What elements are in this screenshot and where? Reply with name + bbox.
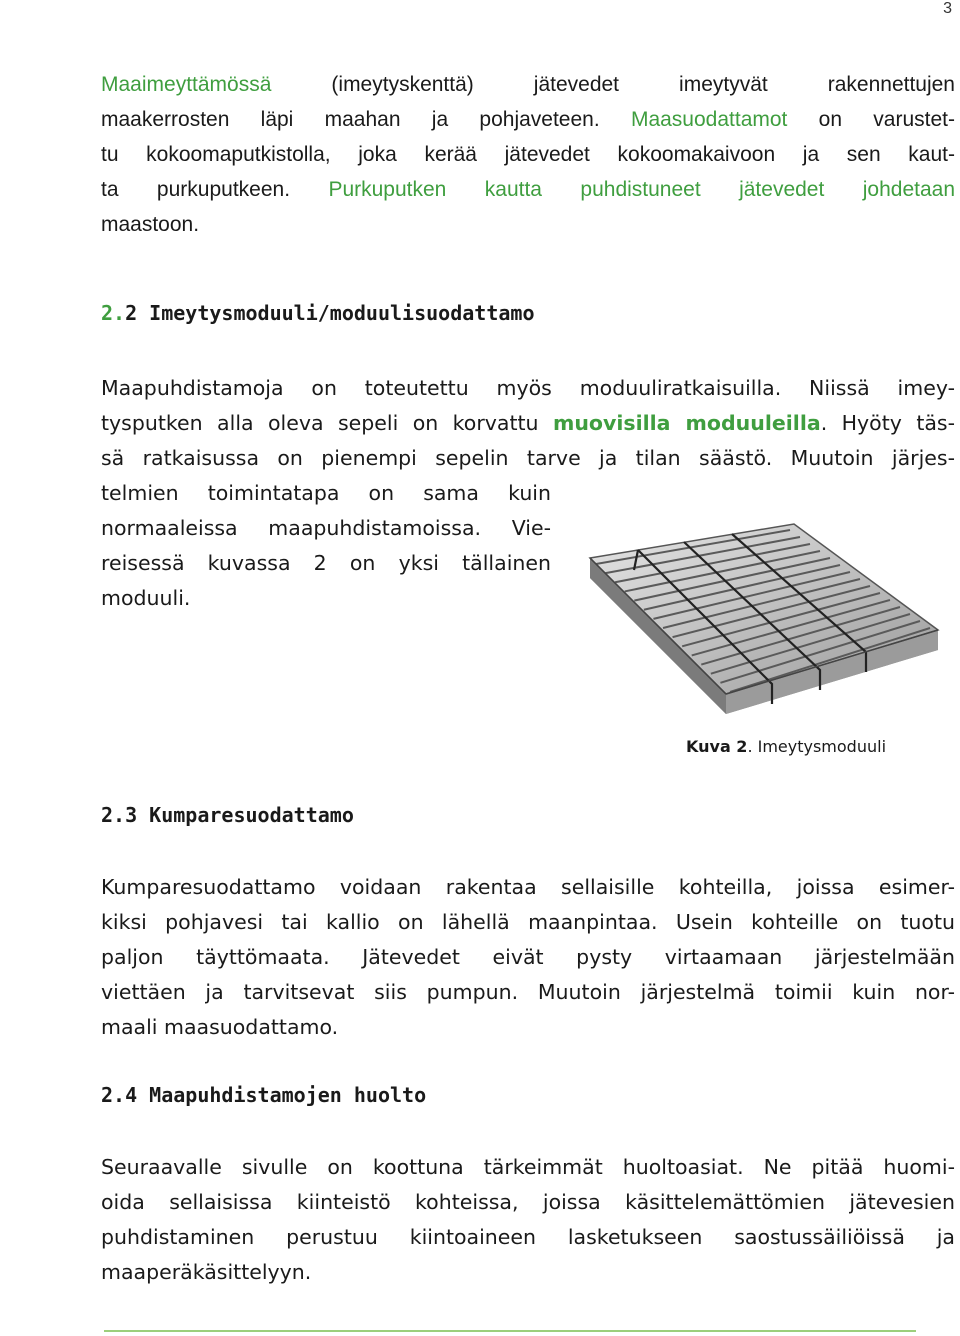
intro-paragraph: [101, 67, 955, 242]
section-heading-2-4: 2.4 Maapuhdistamojen huolto: [101, 1083, 427, 1107]
text-line: oida sellaisissa kiinteistö kohteissa, joissa käsittelemättömien jätevesien: [101, 1190, 955, 1214]
text-line: kiksi pohjavesi tai kallio on lähellä maanpintaa. Usein kohteille on tuotu: [101, 910, 955, 934]
heading-title: 2 Imeytysmoduuli/moduulisuodattamo: [125, 301, 535, 325]
text-line: maali maasuodattamo.: [101, 1015, 339, 1039]
maintenance-paragraph: [101, 1150, 955, 1290]
text-line: puhdistaminen perustuu kiintoaineen lasketukseen saostussäiliöissä ja: [101, 1225, 955, 1249]
text-segment: maakerrosten läpi maahan ja pohjaveteen.: [101, 108, 631, 131]
text-segment: telmien toimintatapa on sama kuin: [101, 481, 551, 505]
heading-number: 2.: [101, 301, 126, 325]
module-illustration: [576, 518, 946, 718]
text-line: [101, 511, 551, 546]
text-segment: Maapuhdistamoja on toteutettu myös moduuliratkaisuilla. Niissä imey-: [101, 376, 955, 400]
text-line: paljon täyttömaata. Jätevedet eivät pysty virtaamaan järjestelmään: [101, 945, 955, 969]
text-line: [101, 207, 955, 242]
text-line: [101, 546, 551, 581]
footer-rule: [104, 1330, 916, 1332]
section-heading-2-2: [101, 298, 535, 328]
text-line: [101, 406, 955, 441]
text-segment: normaaleissa maapuhdistamoissa. Vie-: [101, 516, 551, 540]
text-segment: ta purkuputkeen.: [101, 178, 329, 201]
text-line: [101, 172, 955, 207]
page-number: 3: [943, 0, 952, 17]
text-segment: reisessä kuvassa 2 on yksi tällainen: [101, 551, 551, 575]
highlighted-term: muovisilla moduuleilla: [552, 411, 821, 435]
text-line: [101, 137, 955, 172]
text-line: Seuraavalle sivulle on koottuna tärkeimmät huoltoasiat. Ne pitää huomi-: [101, 1155, 955, 1179]
text-line: viettäen ja tarvitsevat siis pumpun. Muutoin järjestelmä toimii kuin nor-: [101, 980, 955, 1004]
text-segment: maastoon.: [101, 213, 200, 236]
text-line: [101, 371, 955, 406]
text-line: maaperäkäsittelyyn.: [101, 1260, 312, 1284]
text-segment: on varustet-: [787, 108, 955, 131]
text-line: [101, 476, 551, 511]
text-segment: tu kokoomaputkistolla, joka kerää jätevedet kokoomakaivoon ja sen kaut-: [101, 143, 955, 166]
text-segment: . Hyöty täs-: [820, 411, 955, 435]
text-segment: sä ratkaisussa on pienempi sepelin tarve ja tilan säästö. Muutoin järjes-: [101, 446, 955, 470]
highlighted-term: Maaimeyttämössä: [101, 73, 272, 96]
highlighted-term: Maasuodattamot: [630, 108, 788, 131]
kumpare-paragraph: [101, 870, 955, 1045]
caption-label: Kuva 2: [686, 737, 748, 756]
text-line: Kumparesuodattamo voidaan rakentaa sellaisille kohteilla, joissa esimer-: [101, 875, 955, 899]
figure-caption: [686, 735, 886, 759]
text-segment: (imeytyskenttä) jätevedet imeytyvät rakennettujen: [271, 73, 955, 96]
text-segment: moduuli.: [101, 586, 191, 610]
text-line: [101, 581, 551, 616]
section-heading-2-3: 2.3 Kumparesuodattamo: [101, 803, 354, 827]
text-line: [101, 67, 955, 102]
text-line: [101, 441, 955, 476]
caption-text: . Imeytysmoduuli: [747, 737, 887, 756]
highlighted-term: Purkuputken kautta puhdistuneet jätevedet johdetaan: [328, 178, 955, 201]
text-line: [101, 102, 955, 137]
text-segment: tysputken alla oleva sepeli on korvattu: [101, 411, 553, 435]
